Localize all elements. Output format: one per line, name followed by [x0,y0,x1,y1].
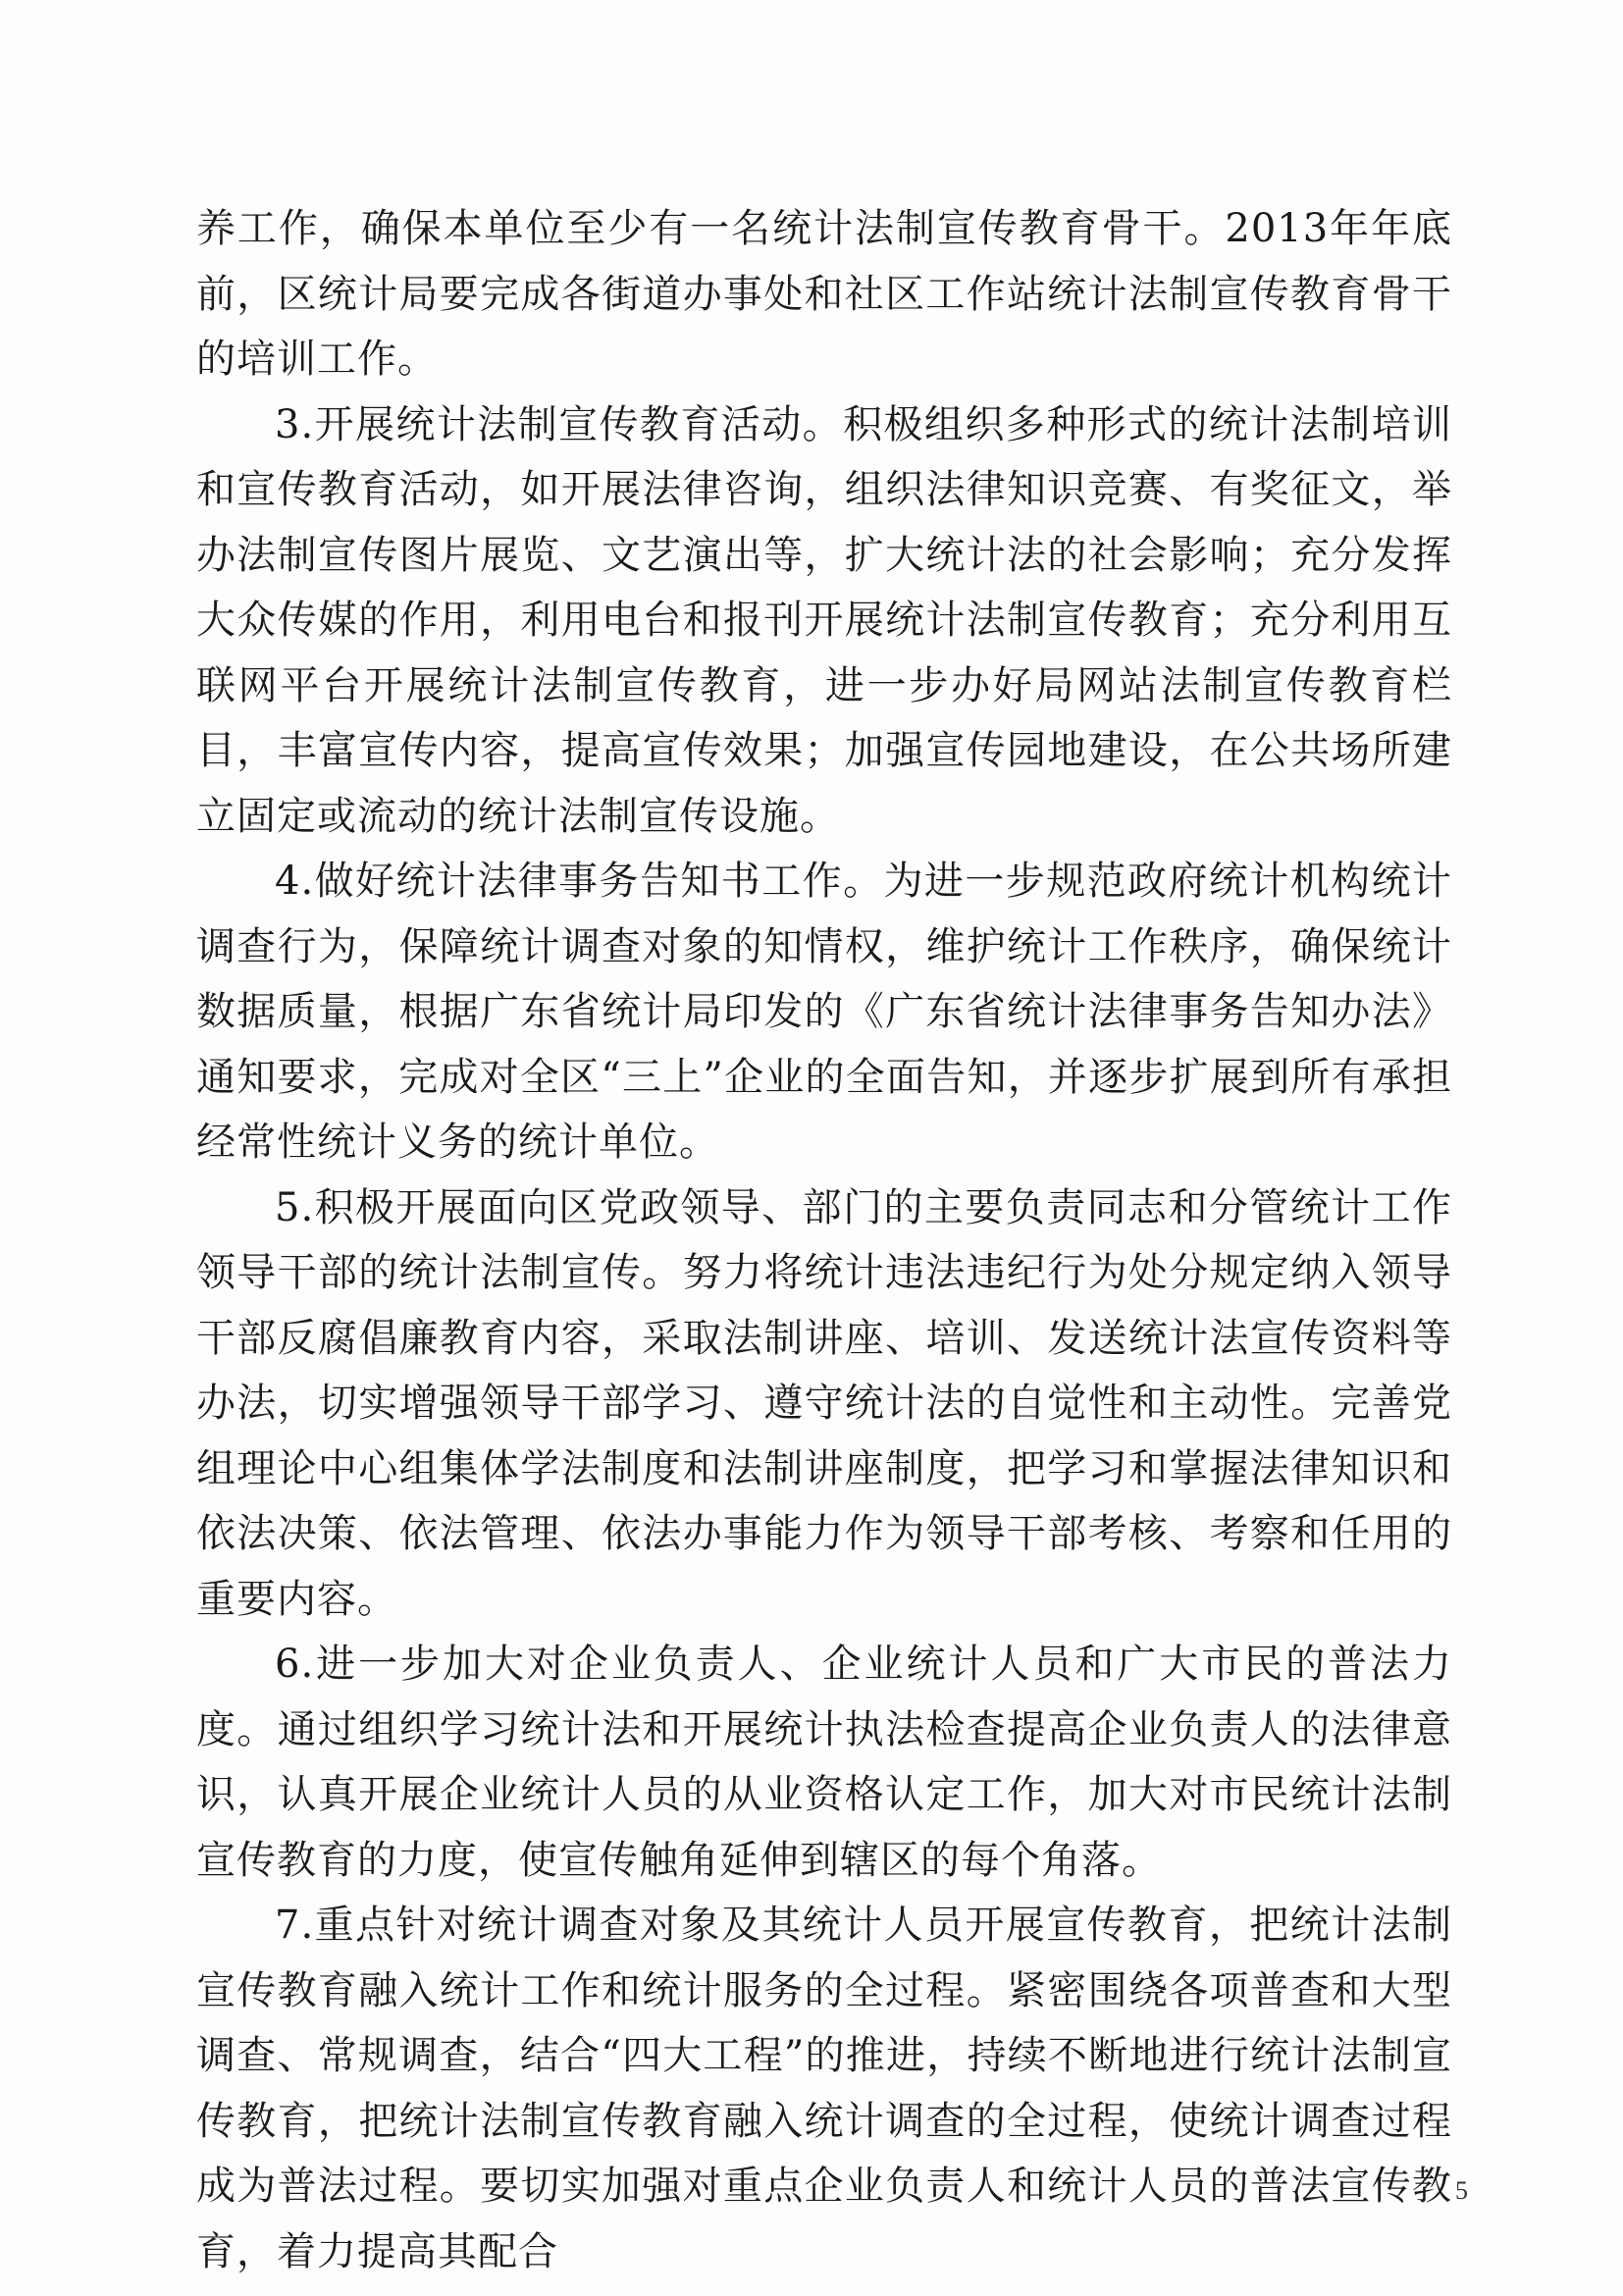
paragraph-item-3: 3.开展统计法制宣传教育活动。积极组织多种形式的统计法制培训和宣传教育活动，如开展法律咨询，组织法律知识竞赛、有奖征文，举办法制宣传图片展览、文艺演出等，扩大统计法的社会影响；充分发挥大众传媒的作用，利用电台和报刊开展统计法制宣传教育；充分利用互联网平台开展统计法制宣传教育，进一步办好局网站法制宣传教育栏目，丰富宣传内容，提高宣传效果；加强宣传园地建设，在公共场所建立固定或流动的统计法制宣传设施。 [196,401,1452,839]
document-body [196,196,1452,2284]
page-number: 5 [1455,2176,1468,2205]
paragraph-item-7: 7.重点针对统计调查对象及其统计人员开展宣传教育，把统计法制宣传教育融入统计工作和统计服务的全过程。紧密围绕各项普查和大型调查、常规调查，结合“四大工程”的推进，持续不断地进行统计法制宣传教育，把统计法制宣传教育融入统计调查的全过程，使统计调查过程成为普法过程。要切实加强对重点企业负责人和统计人员的普法宣传教育，着力提高其配合 [196,1903,1452,2274]
paragraph-item-4: 4.做好统计法律事务告知书工作。为进一步规范政府统计机构统计调查行为，保障统计调查对象的知情权，维护统计工作秩序，确保统计数据质量，根据广东省统计局印发的《广东省统计法律事务告知办法》通知要求，完成对全区“三上”企业的全面告知，并逐步扩展到所有承担经常性统计义务的统计单位。 [196,859,1452,1165]
paragraph-item-6: 6.进一步加大对企业负责人、企业统计人员和广大市民的普法力度。通过组织学习统计法和开展统计执法检查提高企业负责人的法律意识，认真开展企业统计人员的从业资格认定工作，加大对市民统计法制宣传教育的力度，使宣传触角延伸到辖区的每个角落。 [196,1642,1452,1883]
paragraph-item-5: 5.积极开展面向区党政领导、部门的主要负责同志和分管统计工作领导干部的统计法制宣传。努力将统计违法违纪行为处分规定纳入领导干部反腐倡廉教育内容，采取法制讲座、培训、发送统计法宣传资料等办法，切实增强领导干部学习、遵守统计法的自觉性和主动性。完善党组理论中心组集体学法制度和法制讲座制度，把学习和掌握法律知识和依法决策、依法管理、依法办事能力作为领导干部考核、考察和任用的重要内容。 [196,1184,1452,1622]
paragraph-continuation: 养工作，确保本单位至少有一名统计法制宣传教育骨干。2013年年底前，区统计局要完成各街道办事处和社区工作站统计法制宣传教育骨干的培训工作。 [196,206,1452,382]
